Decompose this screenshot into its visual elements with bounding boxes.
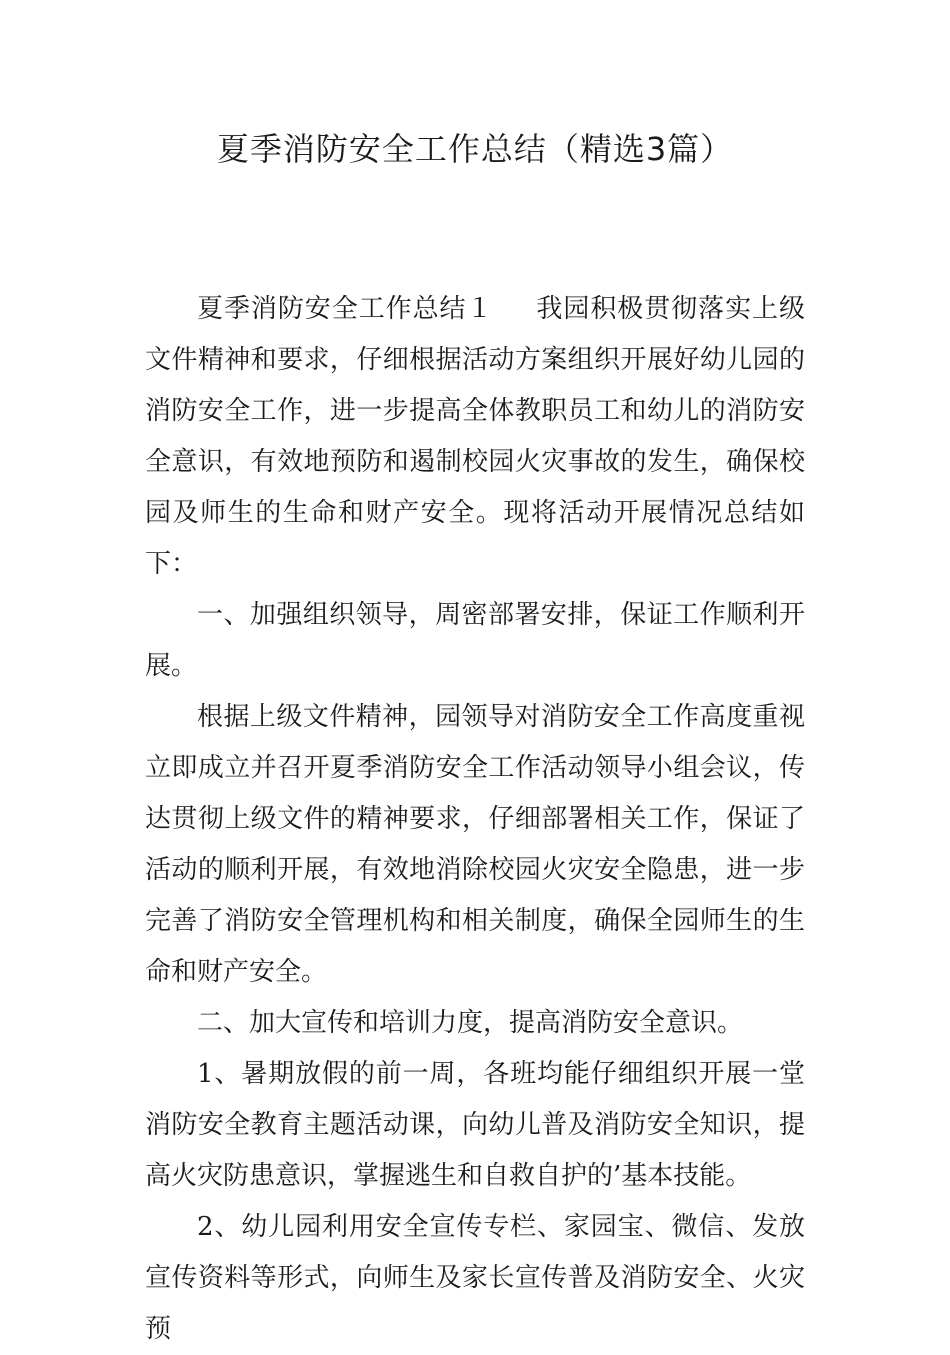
section-heading-1: 一、加强组织领导，周密部署安排，保证工作顺利开展。 bbox=[145, 600, 805, 681]
paragraph-text: 2、幼儿园利用安全宣传专栏、家园宝、微信、发放宣传资料等形式，向师生及家长宣传普及消防安全、火灾预 bbox=[145, 1212, 805, 1344]
paragraph-text: 我园积极贯彻落实上级文件精神和要求，仔细根据活动方案组织开展好幼儿园的消防安全工作，进一步提高全体教职员工和幼儿的消防安全意识，有效地预防和遏制校园火灾事故的发生，确保校园及师生的生命和财产安全。现将活动开展情况总结如下： bbox=[145, 294, 805, 579]
intro-heading: 夏季消防安全工作总结１ bbox=[197, 294, 494, 324]
document-title: 夏季消防安全工作总结（精选3篇） bbox=[216, 130, 734, 168]
section-heading-2: 二、加大宣传和培训力度，提高消防安全意识。 bbox=[197, 1008, 744, 1038]
paragraph-text: 根据上级文件精神，园领导对消防安全工作高度重视立即成立并召开夏季消防安全工作活动领导小组会议，传达贯彻上级文件的精神要求，仔细部署相关工作，保证了活动的顺利开展，有效地消除校园火灾安全隐患，进一步完善了消防安全管理机构和相关制度，确保全园师生的生命和财产安全。 bbox=[145, 702, 805, 987]
paragraph-text: 1、暑期放假的前一周，各班均能仔细组织开展一堂消防安全教育主题活动课，向幼儿普及消防安全知识，提高火灾防患意识，掌握逃生和自救自护的’基本技能。 bbox=[145, 1059, 805, 1191]
document-body bbox=[145, 284, 805, 1355]
paragraph-intro bbox=[145, 284, 805, 590]
